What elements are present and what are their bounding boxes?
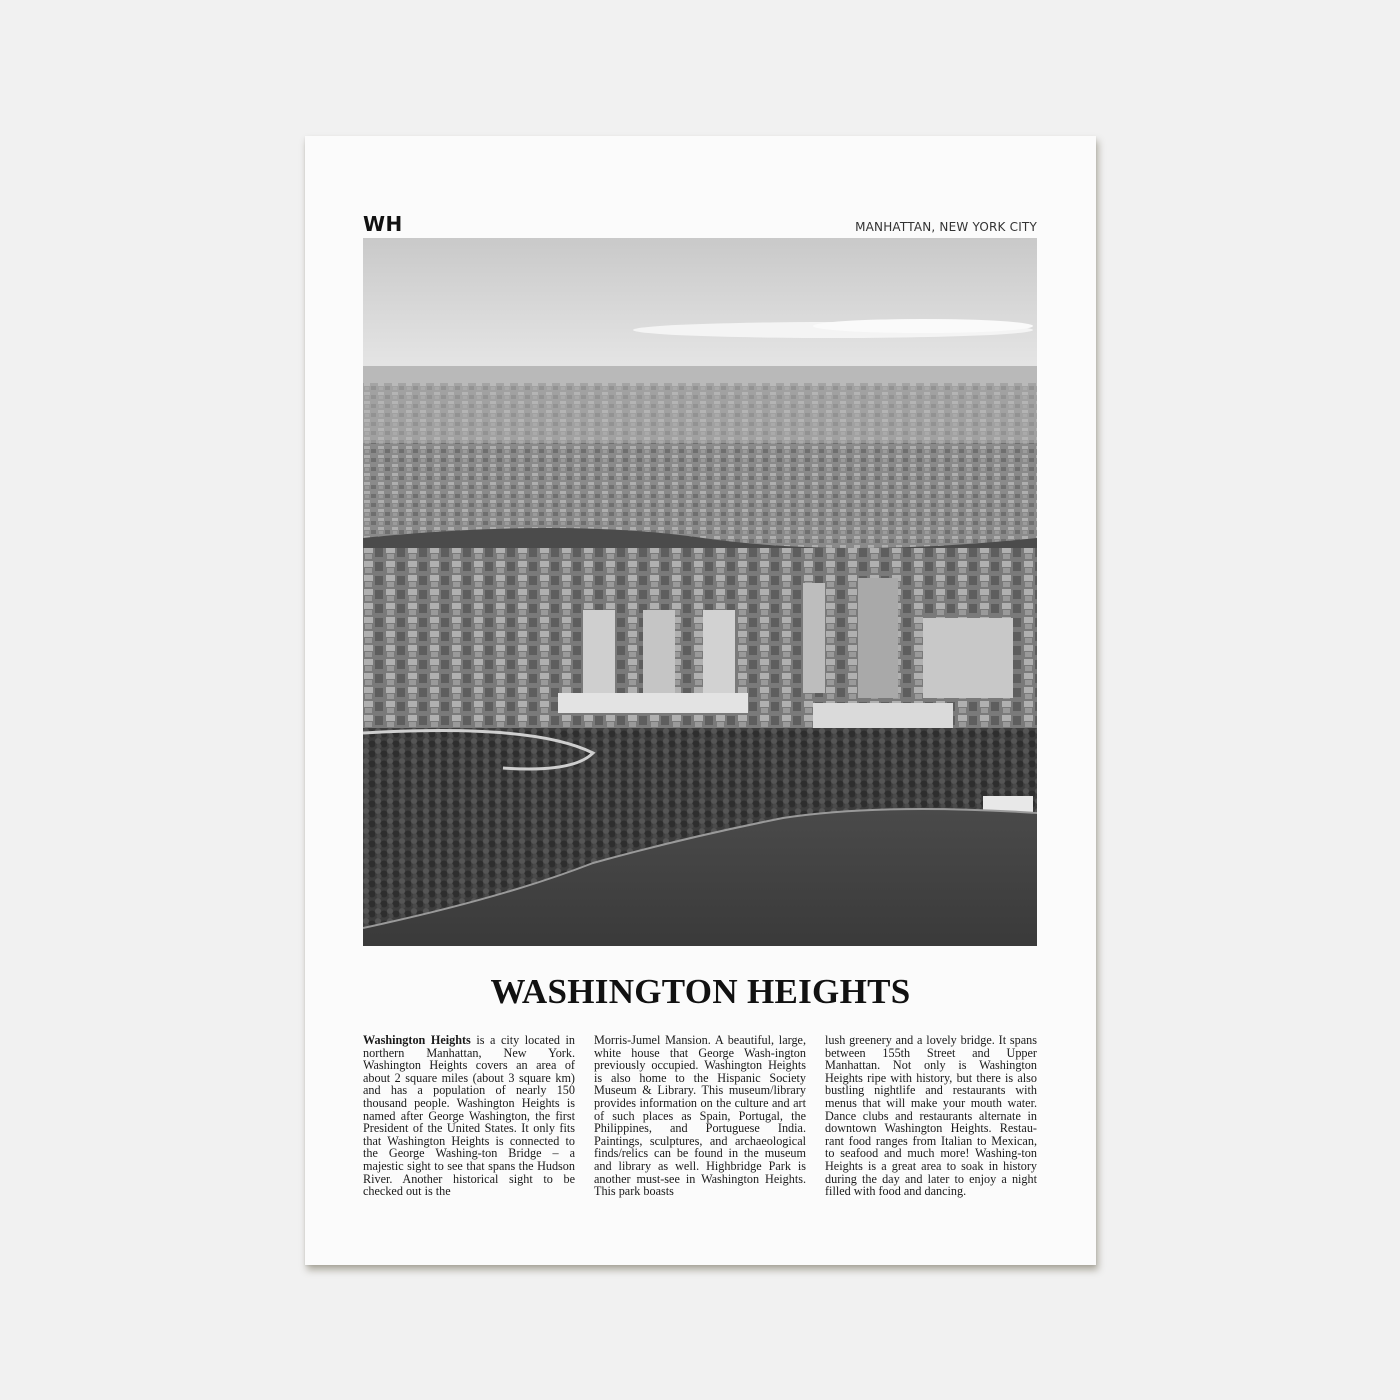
body-text-1: is a city located in northern Manhattan, New York. Washington Heights covers an area of about 2 square miles (about 3 square km) and has a population of nearly 150 thousand people. Washington Heights is named after George Washington, the first President of the United States. It only fits that Washington Heights is connected to the George Washing-ton Bridge – a majestic sight to see that spans the Hudson River. Another historical sight to be checked out is the [363,1033,575,1199]
body-column-1 [363,1034,575,1198]
body-column-2: Morris-Jumel Mansion. A beautiful, large, white house that George Wash-ington previously occupied. Washington Heights is also home to the Hispanic Society Museum & Library. This museum/library provides information on the culture and art of such places as Spain, Portugal, the Philippines, and Portuguese India. Paintings, sculptures, and archaeological finds/relics can be found in the museum and library as well. Highbridge Park is another must-see in Washington Heights. This park boasts [594,1033,806,1199]
poster [305,136,1096,1265]
poster-body [363,1034,1037,1198]
poster-abbreviation: WH [363,212,403,236]
body-lead: Washington Heights [363,1033,471,1047]
body-column-3: lush greenery and a lovely bridge. It spans between 155th Street and Upper Manhattan. Not only is Washington Heights ripe with history, but there is also bustling nightlife and restaurants with menus that will make your mouth water. Dance clubs and restaurants alternate in downtown Washington Heights. Restau-rant food ranges from Italian to Mexican, to seafood and much more! Washing-ton Heights is a great area to soak in history during the day and later to enjoy a night filled with food and dancing. [825,1033,1037,1199]
aerial-city-photo-icon [363,238,1037,946]
poster-title: WASHINGTON HEIGHTS [490,972,911,1011]
poster-location: MANHATTAN, NEW YORK CITY [855,220,1037,234]
